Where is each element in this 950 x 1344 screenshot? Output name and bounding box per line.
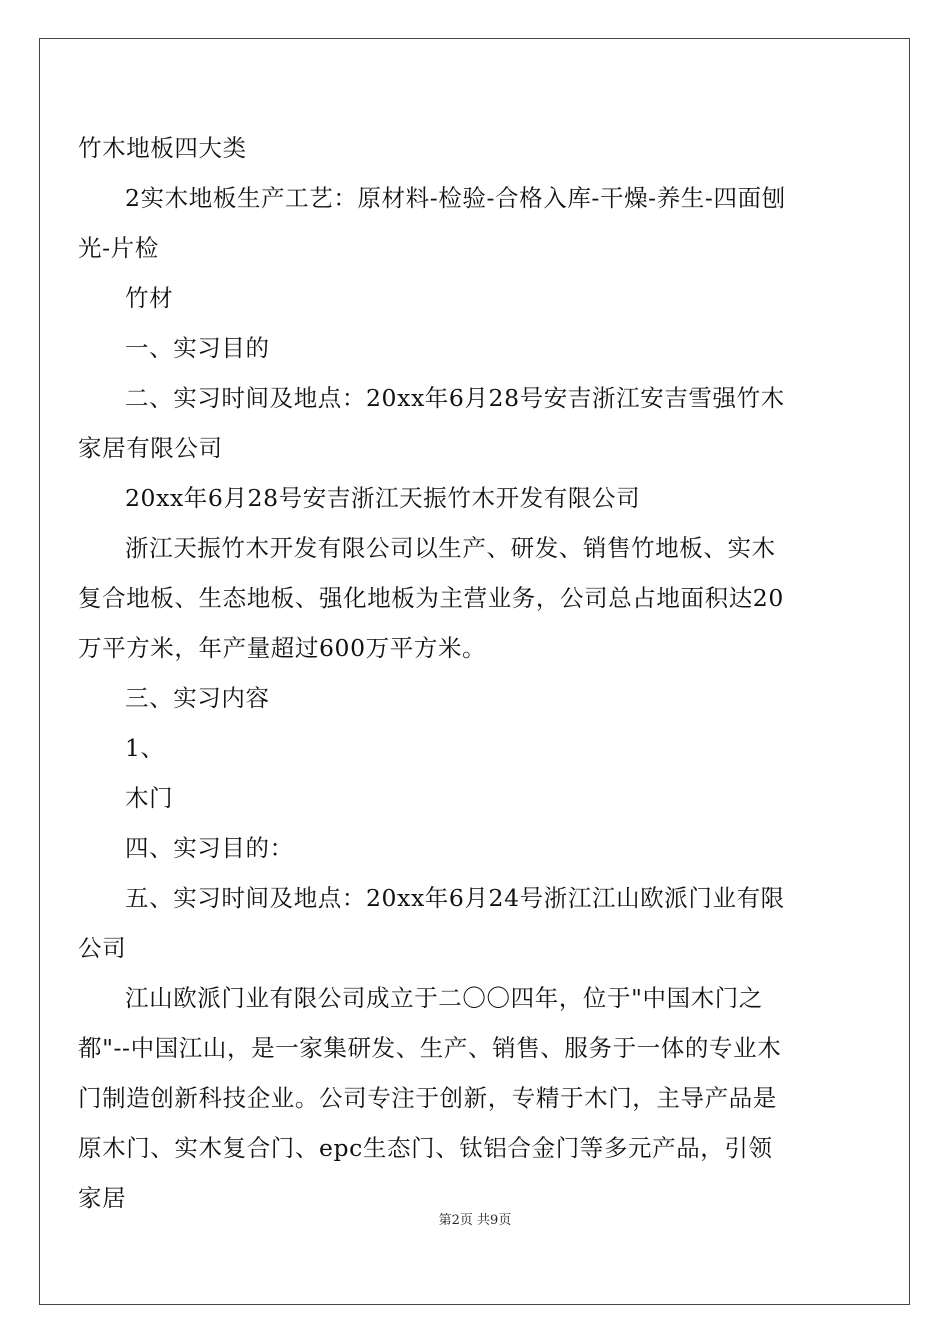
paragraph-12: 五、实习时间及地点：20xx年6月24号浙江江山欧派门业有限公司 [78, 884, 785, 962]
paragraph-5: 二、实习时间及地点：20xx年6月28号安吉浙江安吉雪强竹木家居有限公司 [78, 384, 785, 462]
page-footer [0, 1209, 950, 1228]
paragraph-11: 四、实习目的： [125, 834, 294, 862]
paragraph-13: 江山欧派门业有限公司成立于二〇〇四年，位于"中国木门之都"--中国江山，是一家集研发、生产、销售、服务于一体的专业木门制造创新科技企业。公司专注于创新，专精于木门，主导产品是原木门、实木复合门、epc生态门、钛铝合金门等多元产品，引领家居 [78, 984, 782, 1212]
paragraph-8: 三、实习内容 [125, 684, 270, 712]
paragraph-7: 浙江天振竹木开发有限公司以生产、研发、销售竹地板、实木复合地板、生态地板、强化地板为主营业务，公司总占地面积达20万平方米，年产量超过600万平方米。 [78, 534, 784, 662]
document-body [78, 0, 792, 1223]
paragraph-3: 竹材 [125, 284, 174, 312]
page-number: 第2页 共9页 [438, 1213, 512, 1228]
paragraph-4: 一、实习目的 [125, 334, 270, 362]
paragraph-1: 竹木地板四大类 [78, 134, 247, 162]
paragraph-2: 2实木地板生产工艺：原材料-检验-合格入库-干燥-养生-四面刨光-片检 [78, 184, 786, 262]
paragraph-6: 20xx年6月28号安吉浙江天振竹木开发有限公司 [125, 484, 641, 512]
paragraph-10: 木门 [125, 784, 174, 812]
paragraph-9: 1、 [125, 734, 165, 762]
